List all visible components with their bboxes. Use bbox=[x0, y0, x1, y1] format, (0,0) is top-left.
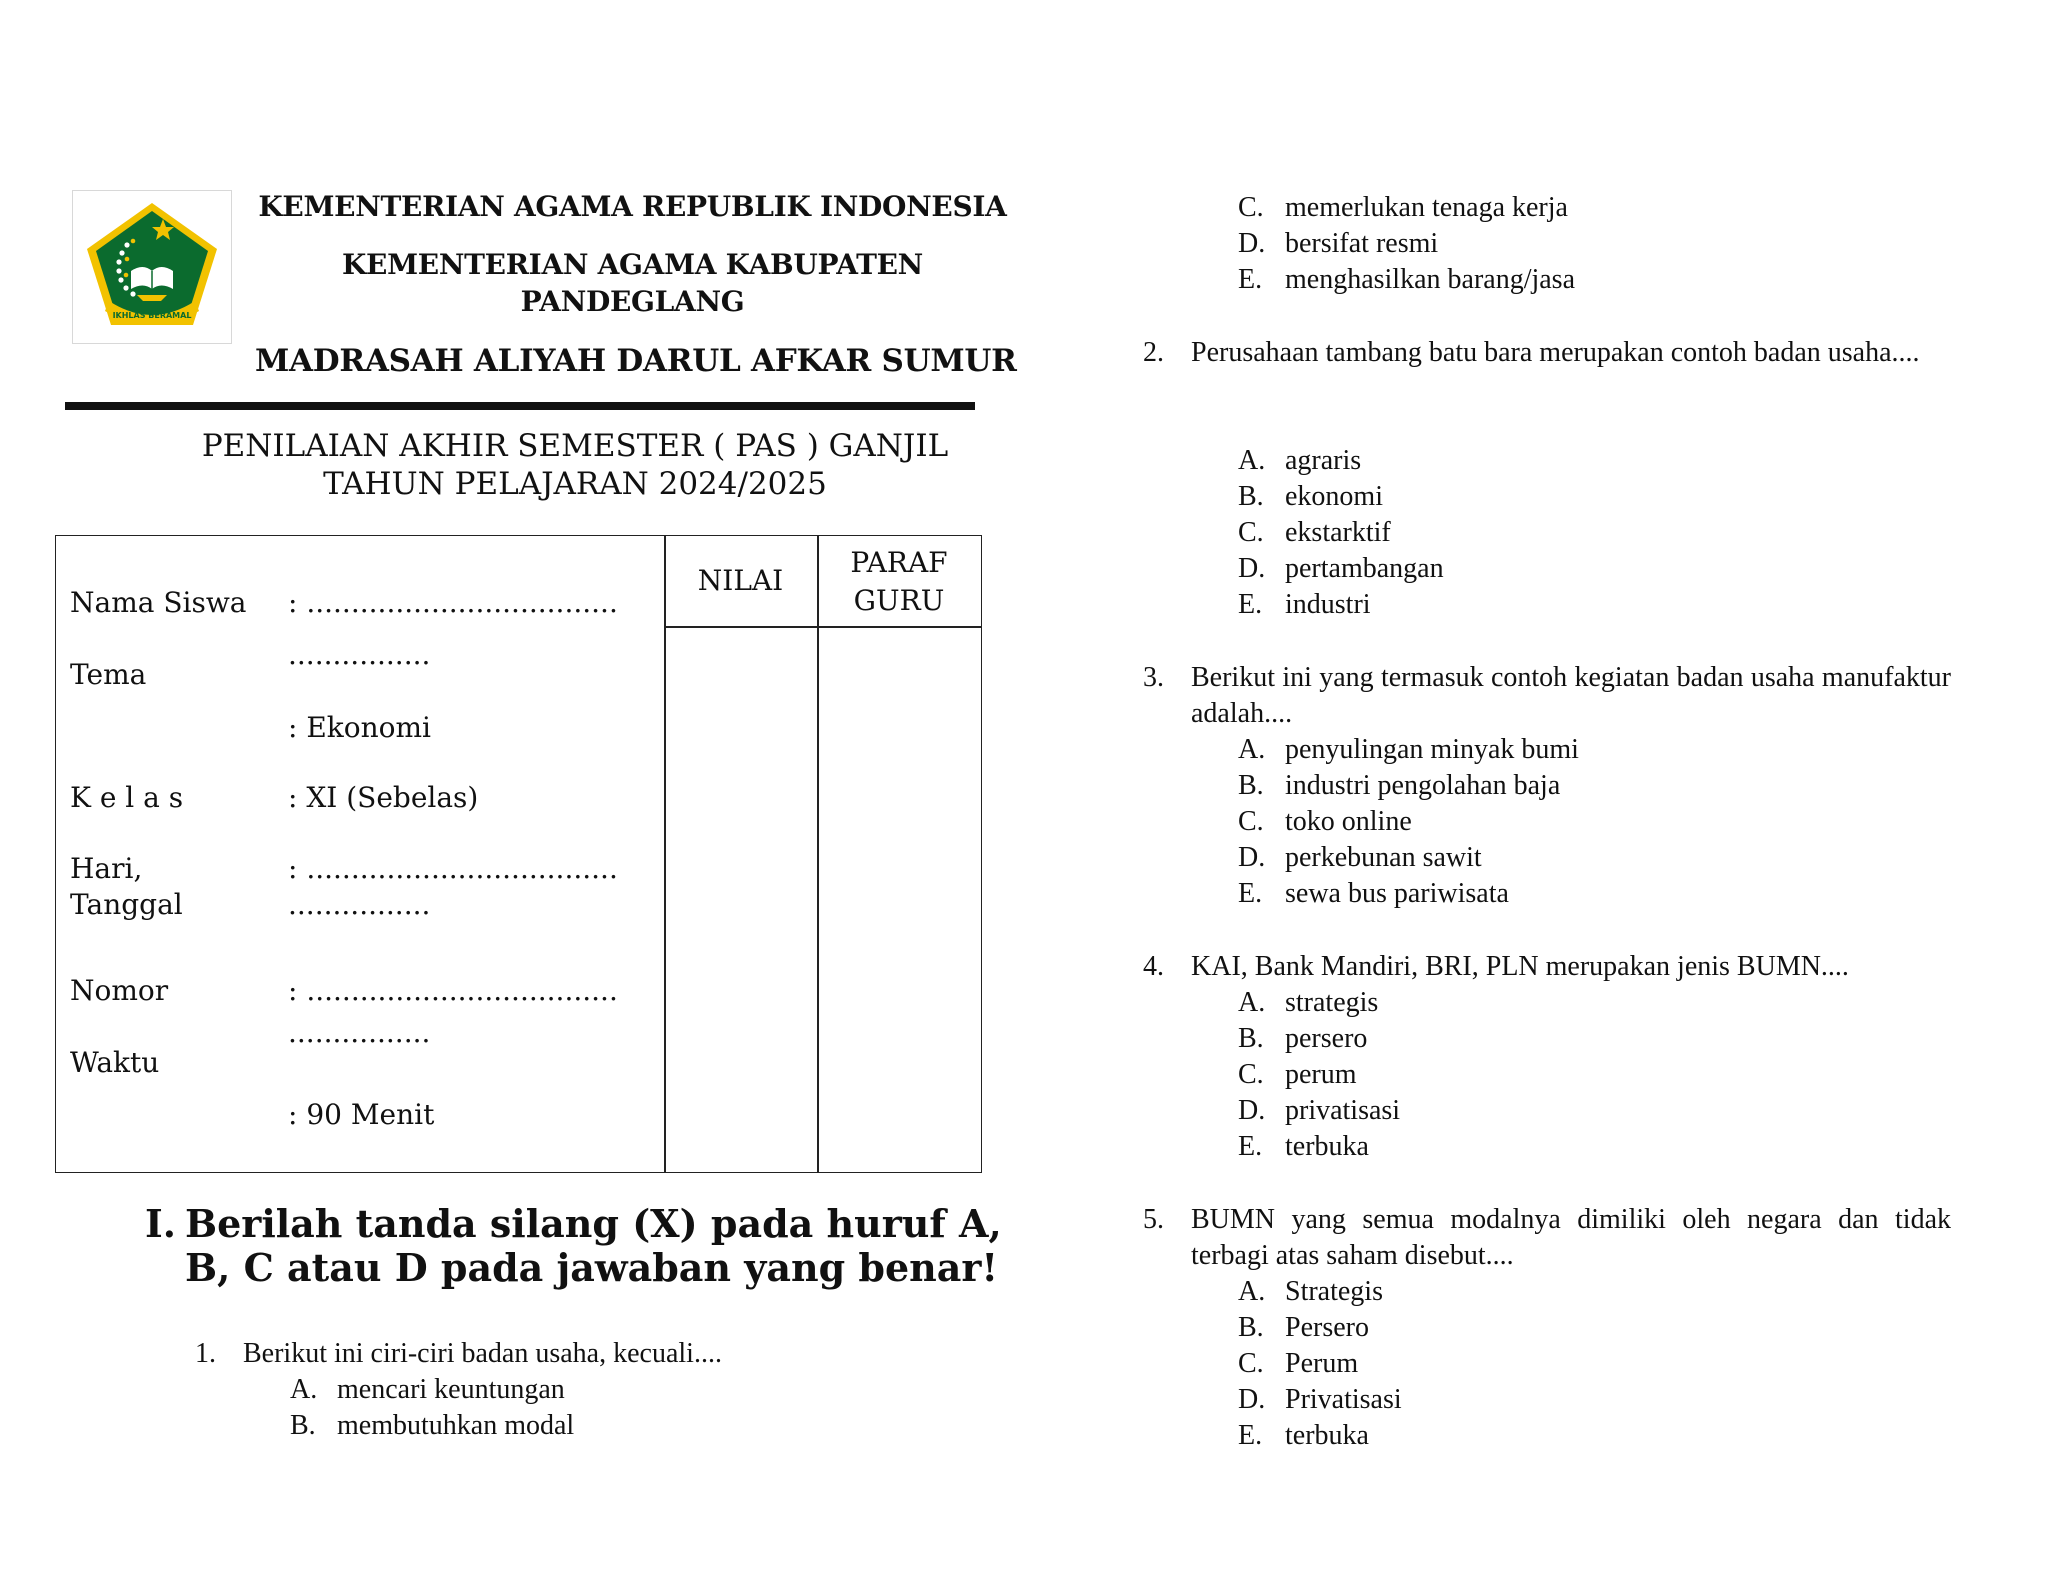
option-text: pertambangan bbox=[1285, 553, 1444, 584]
option-text: persero bbox=[1285, 1023, 1368, 1054]
option-text: membutuhkan modal bbox=[337, 1410, 575, 1441]
option-text: ekstarktif bbox=[1285, 517, 1391, 548]
option-text: Strategis bbox=[1285, 1276, 1383, 1307]
option-text: Privatisasi bbox=[1285, 1384, 1402, 1415]
option-text: industri bbox=[1285, 589, 1371, 620]
option-letter: B. bbox=[1238, 1023, 1264, 1054]
question-text: BUMN yang semua modalnya dimiliki oleh negara dan tidak terbagi atas saham disebut.... bbox=[1191, 1204, 1951, 1271]
option-letter: C. bbox=[1238, 517, 1264, 548]
question-number: 4. bbox=[1143, 951, 1164, 982]
header-divider bbox=[65, 402, 975, 410]
waktu-value: : 90 Menit bbox=[288, 1098, 435, 1131]
column-divider bbox=[664, 536, 666, 1172]
option-letter: A. bbox=[1238, 1276, 1266, 1307]
column-divider bbox=[817, 536, 819, 1172]
option-letter: D. bbox=[1238, 553, 1266, 584]
option-text: Persero bbox=[1285, 1312, 1369, 1343]
option-text: ekonomi bbox=[1285, 481, 1383, 512]
question-number: 3. bbox=[1143, 662, 1164, 693]
nama-siswa-label: Nama Siswa bbox=[70, 586, 247, 619]
option-letter: B. bbox=[1238, 1312, 1264, 1343]
nama-siswa-value: : ................................... bbox=[288, 586, 618, 619]
option-text: penyulingan minyak bumi bbox=[1285, 734, 1579, 765]
tema-label: Tema bbox=[70, 658, 147, 691]
student-identity-table bbox=[55, 535, 982, 1173]
paraf-header-line-1: PARAF bbox=[850, 546, 948, 579]
option-text: mencari keuntungan bbox=[337, 1374, 565, 1405]
tanggal-label: Tanggal bbox=[70, 888, 183, 921]
option-letter: E. bbox=[1238, 264, 1263, 295]
option-letter: D. bbox=[1238, 228, 1266, 259]
option-letter: C. bbox=[1238, 192, 1264, 223]
option-text: strategis bbox=[1285, 987, 1379, 1018]
question-number: 2. bbox=[1143, 337, 1164, 368]
option-text: menghasilkan barang/jasa bbox=[1285, 264, 1576, 295]
option-letter: B. bbox=[1238, 770, 1264, 801]
option-letter: C. bbox=[1238, 806, 1264, 837]
option-text: perkebunan sawit bbox=[1285, 842, 1482, 873]
option-text: perum bbox=[1285, 1059, 1357, 1090]
option-text: agraris bbox=[1285, 445, 1362, 476]
exam-title: PENILAIAN AKHIR SEMESTER ( PAS ) GANJIL bbox=[201, 428, 949, 464]
option-letter: A. bbox=[1238, 987, 1266, 1018]
option-text: Perum bbox=[1285, 1348, 1359, 1379]
nomor-value-cont: ................ bbox=[288, 1016, 431, 1049]
option-text: bersifat resmi bbox=[1285, 228, 1439, 259]
question-text: Berikut ini yang termasuk contoh kegiatan badan usaha manufaktur adalah.... bbox=[1191, 662, 1951, 729]
hari-label: Hari, bbox=[70, 852, 143, 885]
question-text: Berikut ini ciri-ciri badan usaha, kecuali.... bbox=[243, 1338, 722, 1369]
nomor-label: Nomor bbox=[70, 974, 169, 1007]
option-text: toko online bbox=[1285, 806, 1412, 837]
paraf-header-line-2: GURU bbox=[853, 584, 945, 617]
option-text: memerlukan tenaga kerja bbox=[1285, 192, 1568, 223]
option-letter: B. bbox=[290, 1410, 316, 1441]
option-letter: D. bbox=[1238, 842, 1266, 873]
option-letter: E. bbox=[1238, 878, 1263, 909]
hari-tanggal-value-cont: ................ bbox=[288, 888, 431, 921]
question-number: 1. bbox=[195, 1338, 216, 1369]
nomor-value: : ................................... bbox=[288, 974, 618, 1007]
kelas-label: K e l a s bbox=[70, 781, 184, 814]
nama-siswa-value-cont: ................ bbox=[288, 638, 431, 671]
option-letter: E. bbox=[1238, 589, 1263, 620]
option-text: terbuka bbox=[1285, 1420, 1369, 1451]
option-letter: D. bbox=[1238, 1384, 1266, 1415]
nilai-header: NILAI bbox=[697, 564, 784, 597]
kelas-value: : XI (Sebelas) bbox=[288, 781, 479, 814]
regency-ministry-line-2: PANDEGLANG bbox=[520, 285, 745, 318]
waktu-label: Waktu bbox=[70, 1046, 160, 1079]
option-letter: C. bbox=[1238, 1348, 1264, 1379]
option-letter: A. bbox=[290, 1374, 318, 1405]
option-letter: B. bbox=[1238, 481, 1264, 512]
ministry-name: KEMENTERIAN AGAMA REPUBLIK INDONESIA bbox=[258, 190, 1007, 223]
hari-tanggal-value: : ................................... bbox=[288, 852, 618, 885]
question-text: KAI, Bank Mandiri, BRI, PLN merupakan jenis BUMN.... bbox=[1191, 951, 1849, 982]
option-letter: A. bbox=[1238, 734, 1266, 765]
option-text: privatisasi bbox=[1285, 1095, 1401, 1126]
ministry-logo bbox=[72, 190, 232, 344]
ministry-emblem-icon bbox=[81, 197, 223, 337]
option-letter: E. bbox=[1238, 1420, 1263, 1451]
academic-year: TAHUN PELAJARAN 2024/2025 bbox=[323, 466, 827, 502]
option-letter: D. bbox=[1238, 1095, 1266, 1126]
option-text: sewa bus pariwisata bbox=[1285, 878, 1509, 909]
header-row-divider bbox=[664, 626, 981, 628]
section-number: I. bbox=[145, 1201, 177, 1246]
regency-ministry-line-1: KEMENTERIAN AGAMA KABUPATEN bbox=[342, 248, 923, 281]
svg-text:IKHLAS BERAMAL: IKHLAS BERAMAL bbox=[112, 311, 192, 320]
section-instruction-text: Berilah tanda silang (X) pada huruf A, B, C atau D pada jawaban yang benar! bbox=[185, 1201, 1002, 1290]
question-number: 5. bbox=[1143, 1204, 1164, 1235]
question-text: Perusahaan tambang batu bara merupakan contoh badan usaha.... bbox=[1191, 337, 1920, 368]
tema-value: : Ekonomi bbox=[288, 711, 431, 744]
school-name: MADRASAH ALIYAH DARUL AFKAR SUMUR bbox=[255, 343, 1017, 379]
option-letter: A. bbox=[1238, 445, 1266, 476]
option-text: terbuka bbox=[1285, 1131, 1369, 1162]
option-letter: C. bbox=[1238, 1059, 1264, 1090]
option-text: industri pengolahan baja bbox=[1285, 770, 1561, 801]
option-letter: E. bbox=[1238, 1131, 1263, 1162]
